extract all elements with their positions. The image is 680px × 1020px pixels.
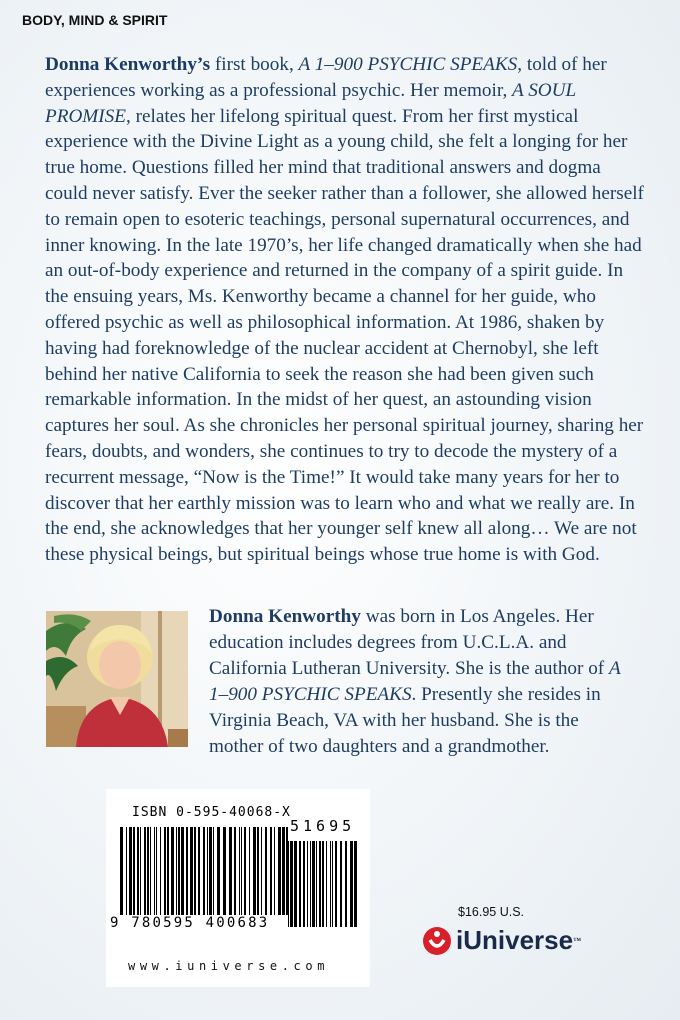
barcode-block: [106, 789, 370, 987]
author-name: Donna Kenworthy’s: [45, 54, 211, 75]
book-title-1: A 1–900 PSYCHIC SPEAKS: [298, 54, 518, 75]
publisher-name: iUniverse: [456, 925, 574, 955]
iuniverse-logo-icon: [422, 926, 452, 956]
category-label: BODY, MIND & SPIRIT: [22, 12, 168, 28]
author-photo: [46, 611, 188, 747]
website-url: www.iuniverse.com: [128, 959, 330, 973]
author-bio: [209, 604, 629, 760]
blurb-text-1: first book,: [210, 54, 299, 75]
ean-barcode: [120, 827, 290, 927]
ean-digits: 9 780595 400683: [110, 915, 270, 931]
bio-text-2: . Presently she resides in Virginia Beach, VA with her husband. She is the mother of two daughters and a grandmother.: [209, 684, 601, 757]
book-description: [45, 52, 645, 568]
author-portrait-image: [46, 611, 188, 747]
bio-book-title: A 1–900 PSYCHIC SPEAKS: [209, 658, 621, 705]
isbn-number: ISBN 0-595-40068-X: [132, 805, 291, 820]
blurb-text-2: , told of her experiences working as a professional psychic. Her memoir,: [45, 54, 607, 101]
trademark-symbol: ™: [573, 936, 582, 945]
book-title-2: A SOUL PROMISE: [45, 79, 576, 127]
publisher-logo: [422, 925, 581, 956]
bio-author-name: Donna Kenworthy: [209, 606, 361, 627]
blurb-text-3: , relates her lifelong spiritual quest. From her first mystical experience with the Divine Light as a young child, she felt a longing for her true home. Questions filled her mind that traditional answers and dogma could never satisfy. Ever the seeker rather than a follower, she allowed herself to remain open to esoteric teachings, personal supernatural occurrences, and inner knowing. In the late 1970’s, her life changed dramatically when she had an out-of-body experience and returned in the company of a spirit guide. In the ensuing years, Ms. Kenworthy became a channel for her guide, who offered psychic as well as philosophical information. At 1986, shaken by having had foreknowledge of the nuclear accident at Chernobyl, she left behind her native California to seek the reason she had been given such remarkable information. In the midst of her quest, an astounding vision captures her soul. As she chronicles her personal spiritual journey, sharing her fears, doubts, and wonders, she continues to try to decode the mystery of a recurrent message, “Now is the Time!” It would take many years for her to discover that her earthly mission was to learn who and what we really are. In the end, she acknowledges that her younger self knew all along… We are not these physical beings, but spiritual beings whose true home is with God.: [45, 105, 644, 566]
bio-text-1: was born in Los Angeles. Her education includes degrees from U.C.L.A. and California Lutheran University. She is the author of: [209, 606, 609, 679]
price-barcode: [288, 841, 360, 927]
price-code: 51695: [290, 817, 356, 835]
retail-price: $16.95 U.S.: [458, 905, 525, 919]
